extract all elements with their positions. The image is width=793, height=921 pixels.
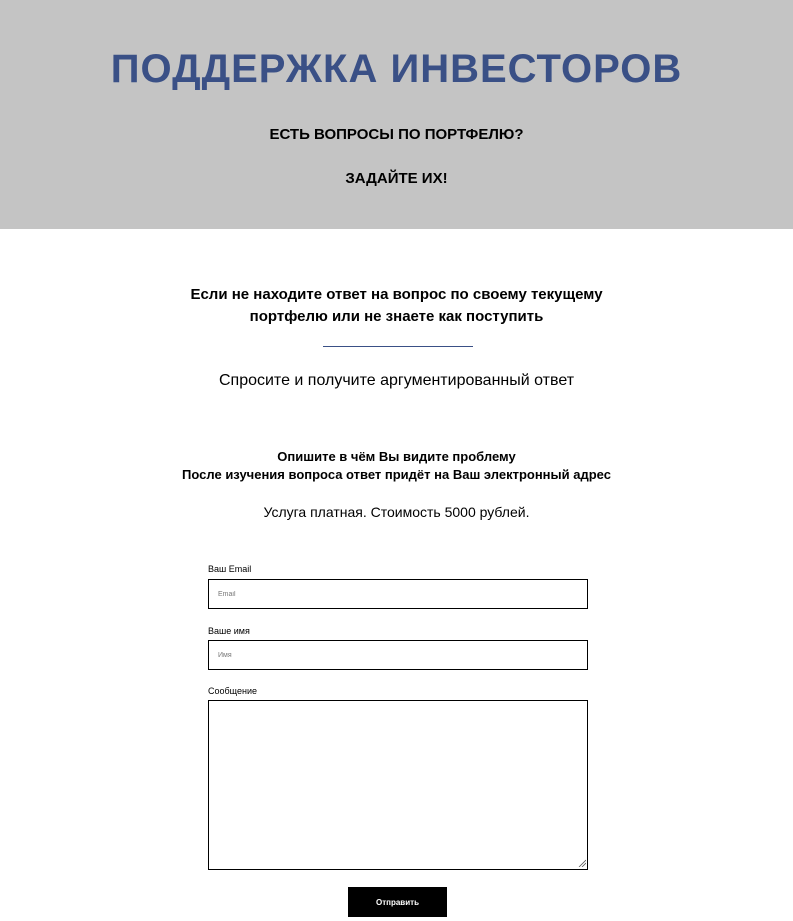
message-textarea[interactable] xyxy=(208,700,588,870)
intro-subheading: Спросите и получите аргументированный ответ xyxy=(218,372,575,389)
hero-banner xyxy=(0,0,793,229)
email-label: Ваш Email xyxy=(208,564,252,574)
instructions-answer-by-email: После изучения вопроса ответ придёт на Ваш электронный адрес xyxy=(182,467,611,482)
submit-button[interactable]: Отправить xyxy=(348,887,447,917)
name-label: Ваше имя xyxy=(208,626,250,636)
message-label: Сообщение xyxy=(208,686,257,696)
email-input[interactable] xyxy=(208,579,588,609)
name-input[interactable] xyxy=(208,640,588,670)
intro-heading: Если не находите ответ на вопрос по своему текущему портфелю или не знаете как поступить xyxy=(190,286,603,325)
page-title: ПОДДЕРЖКА ИНВЕСТОРОВ xyxy=(110,47,683,91)
instructions-describe-problem: Опишите в чём Вы видите проблему xyxy=(277,449,516,464)
hero-subtitle-question: ЕСТЬ ВОПРОСЫ ПО ПОРТФЕЛЮ? xyxy=(269,126,524,143)
hero-subtitle-call-to-action: ЗАДАЙТЕ ИХ! xyxy=(345,170,448,187)
divider xyxy=(323,346,473,347)
service-price-note: Услуга платная. Стоимость 5000 рублей. xyxy=(263,504,530,520)
resize-grip-icon[interactable] xyxy=(578,859,586,867)
